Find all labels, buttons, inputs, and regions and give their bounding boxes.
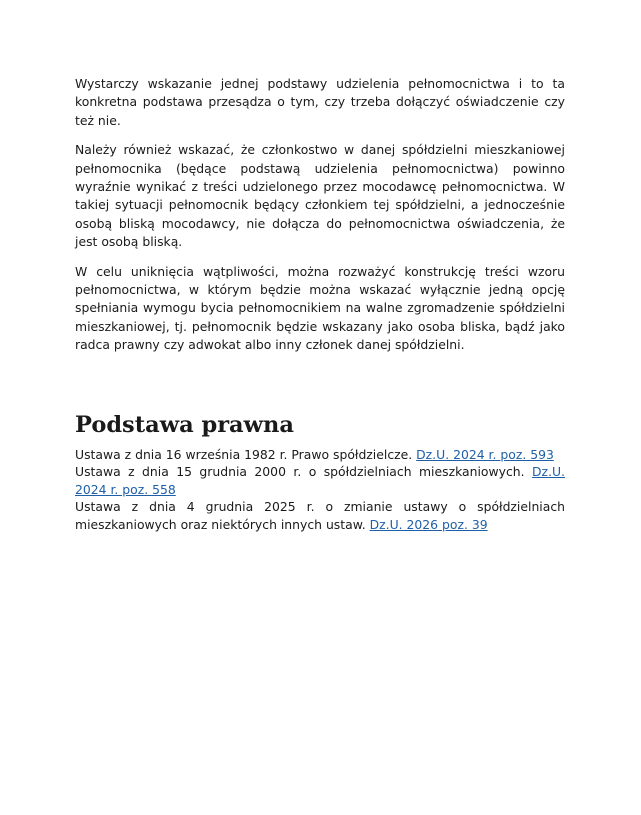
paragraph-3: W celu uniknięcia wątpliwości, można rozważyć konstrukcję treści wzoru pełnomocnictwa, w którym będzie można wskazać wyłącznie jedną opcję spełniania wymogu bycia pełnomocnikiem na walne zgromadzenie spółdzielni mieszkaniowej, tj. pełnomocnik będzie wskazany jako osoba bliska, bądź jako radca prawny czy adwokat albo inny członek danej spółdzielni. [75, 263, 565, 353]
legal-basis-item [75, 446, 565, 464]
legal-basis-item [75, 463, 565, 498]
legal-basis-heading: Podstawa prawna [75, 411, 294, 438]
law-title: Ustawa z dnia 16 września 1982 r. Prawo spółdzielcze. [75, 446, 417, 462]
law-title: Ustawa z dnia 4 grudnia 2025 r. o zmianie ustawy o spółdzielniach mieszkaniowych oraz niektórych innych ustaw. [75, 499, 565, 533]
paragraph-1: Wystarczy wskazanie jednej podstawy udzielenia pełnomocnictwa i to ta konkretna podstawa przesądza o tym, czy trzeba dołączyć oświadczenie czy też nie. [75, 76, 565, 128]
law-link[interactable]: Dz.U. 2024 r. poz. 558 [75, 464, 565, 497]
legal-basis-list [75, 446, 565, 534]
law-title: Ustawa z dnia 15 grudnia 2000 r. o spółdzielniach mieszkaniowych. [75, 464, 532, 480]
law-link[interactable]: Dz.U. 2024 r. poz. 593 [416, 446, 554, 462]
legal-basis-item [75, 498, 565, 533]
document-page [75, 75, 565, 534]
paragraph-2: Należy również wskazać, że członkostwo w danej spółdzielni mieszkaniowej pełnomocnika (będące podstawą udzielenia pełnomocnictwa) powinno wyraźnie wynikać z treści udzielonego przez mocodawcę pełnomocnictwa. W takiej sytuacji pełnomocnik będący członkiem tej spółdzielni, a jednocześnie osobą bliską mocodawcy, nie dołącza do pełnomocnictwa oświadczenia, że jest osobą bliską. [75, 142, 565, 250]
law-link[interactable]: Dz.U. 2026 poz. 39 [369, 517, 488, 533]
